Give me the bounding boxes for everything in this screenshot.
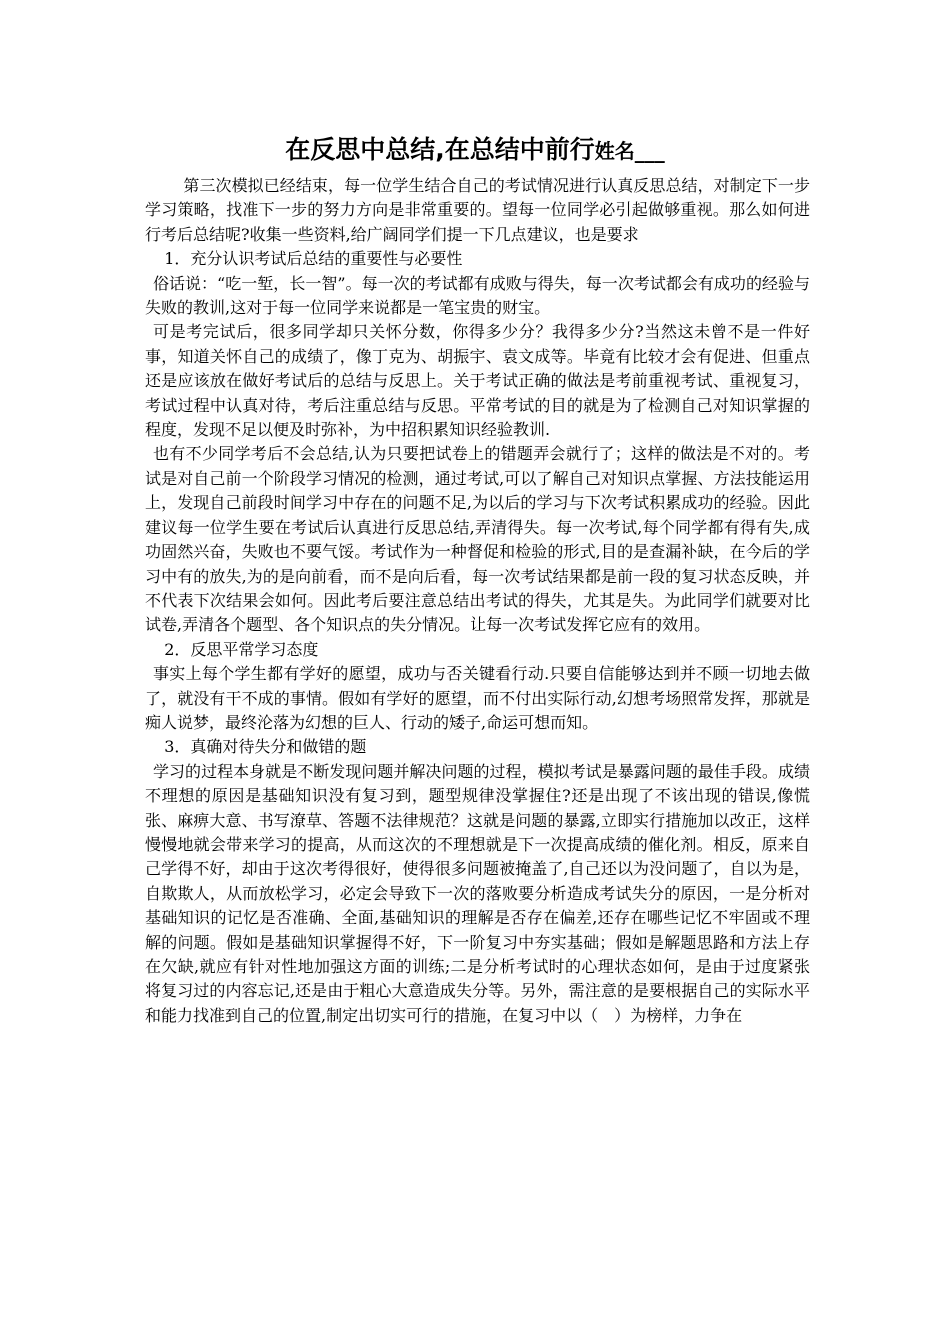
intro-paragraph: 第三次模拟已经结束，每一位学生结合自己的考试情况进行认真反思总结，对制定下一步学习策略，找准下一步的努力方向是非常重要的。望每一位同学必引起做够重视。那么如何进行考后总结呢?收集一些资料,给广阔同学们提一下几点建议，也是要求 bbox=[145, 176, 810, 244]
section-heading-1: 1．充分认识考试后总结的重要性与必要性 bbox=[164, 249, 463, 269]
body-paragraph: 也有不少同学考后不会总结,认为只要把试卷上的错题弄会就行了；这样的做法是不对的。考试是对自己前一个阶段学习情况的检测，通过考试,可以了解自己对知识点掌握、方法技能运用上，发现自己前段时间学习中存在的问题不足,为以后的学习与下次考试积累成功的经验。因此建议每一位学生要在考试后认真进行反思总结,弄清得失。每一次考试,每个同学都有得有失,成功固然兴奋，失败也不要气馁。考试作为一种督促和检验的形式,目的是查漏补缺，在今后的学习中有的放失,为的是向前看，而不是向后看，每一次考试结果都是前一段的复习状态反映，并不代表下次结果会如何。因此考后要注意总结出考试的得失，尤其是失。为此同学们就要对比试卷,弄清各个题型、各个知识点的失分情况。让每一次考试发挥它应有的效用。 bbox=[145, 444, 810, 635]
title-name-label: 姓名 bbox=[594, 139, 635, 163]
section-heading-2: 2．反思平常学习态度 bbox=[164, 639, 319, 659]
section-heading-3: 3．真确对待失分和做错的题 bbox=[164, 737, 367, 757]
body-paragraph: 学习的过程本身就是不断发现问题并解决问题的过程，模拟考试是暴露问题的最佳手段。成绩不理想的原因是基础知识没有复习到，题型规律没掌握住?还是出现了不该出现的错误,像慌张、麻痹大意、书写潦草、答题不法律规范？这就是问题的暴露,立即实行措施加以改正，这样慢慢地就会带来学习的提高，从而这次的不理想就是下一次提高成绩的催化剂。相反，原来自己学得不好，却由于这次考得很好，使得很多问题被掩盖了,自己还以为没问题了，自以为是，自欺欺人，从而放松学习，必定会导致下一次的落败要分析造成考试失分的原因，一是分析对基础知识的记忆是否准确、全面,基础知识的理解是否存在偏差,还存在哪些记忆不牢固或不理解的问题。假如是基础知识掌握得不好，下一阶复习中夯实基础；假如是解题思路和方法上存在欠缺,就应有针对性地加强这方面的训练;二是分析考试时的心理状态如何，是由于过度紧张将复习过的内容忘记,还是由于粗心大意造成失分等。另外，需注意的是要根据自己的实际水平和能力找准到自己的位置,制定出切实可行的措施，在复习中以（ ）为榜样，力争在 bbox=[145, 761, 810, 1025]
body-paragraph: 事实上每个学生都有学好的愿望，成功与否关键看行动.只要自信能够达到并不顾一切地去做了，就没有干不成的事情。假如有学好的愿望，而不付出实际行动,幻想考场照常发挥，那就是痴人说梦，最终沦落为幻想的巨人、行动的矮子,命运可想而知。 bbox=[145, 664, 810, 732]
title-name-blank: ___ bbox=[634, 139, 665, 163]
body-paragraph: 可是考完试后，很多同学却只关怀分数，你得多少分？我得多少分?当然这未曾不是一件好事，知道关怀自己的成绩了，像丁克为、胡振宇、袁文成等。毕竟有比较才会有促进、但重点还是应该放在做好考试后的总结与反思上。关于考试正确的做法是考前重视考试、重视复习，考试过程中认真对待，考后注重总结与反思。平常考试的目的就是为了检测自己对知识掌握的程度，发现不足以便及时弥补，为中招积累知识经验教训. bbox=[145, 322, 810, 440]
body-paragraph: 俗话说：“吃一堑，长一智”。每一次的考试都有成败与得失，每一次考试都会有成功的经验与失败的教训,这对于每一位同学来说都是一笔宝贵的财宝。 bbox=[145, 273, 810, 318]
document-title bbox=[0, 132, 950, 169]
document-body bbox=[145, 174, 810, 1028]
title-main: 在反思中总结,在总结中前行 bbox=[285, 135, 595, 164]
